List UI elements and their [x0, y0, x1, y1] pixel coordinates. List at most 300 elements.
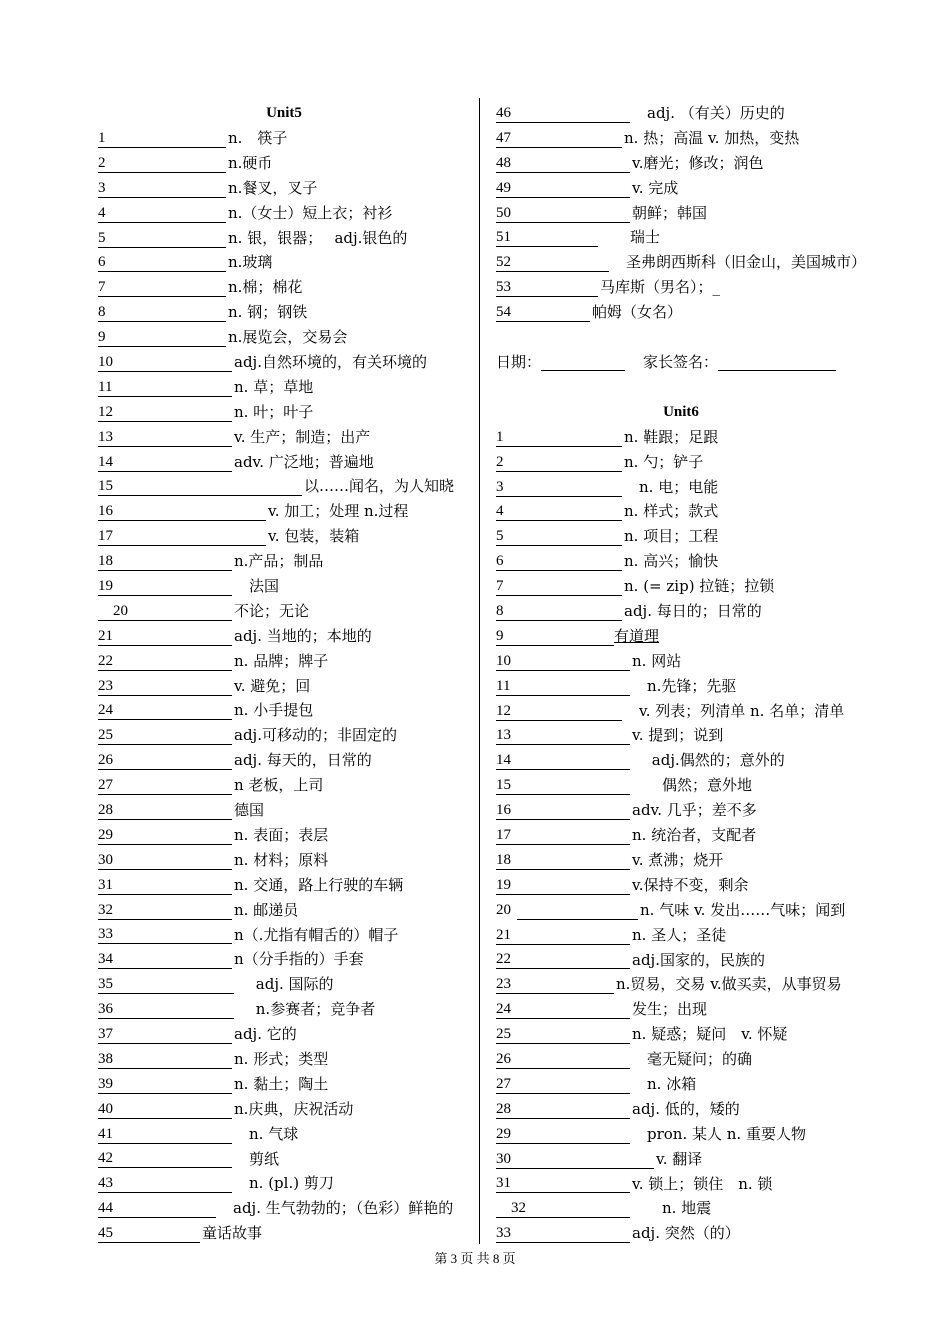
item-number: 18: [98, 553, 113, 570]
vocab-row: [98, 300, 470, 325]
answer-blank[interactable]: [496, 801, 630, 820]
vocab-row: [496, 1097, 866, 1122]
definition: n（分手指的）手套: [234, 950, 364, 969]
vocab-row: [98, 823, 470, 848]
answer-blank[interactable]: [98, 1125, 232, 1144]
vocab-row: [496, 923, 866, 948]
item-number: 51: [496, 229, 511, 246]
item-number: 23: [98, 677, 113, 694]
definition: n. 钢；钢铁: [228, 303, 308, 322]
item-number: 33: [496, 1225, 511, 1242]
unit5-column: [98, 101, 470, 1246]
vocab-row: [98, 400, 470, 425]
answer-blank[interactable]: [98, 1050, 232, 1069]
item-number: 53: [496, 279, 511, 296]
answer-blank[interactable]: [496, 303, 590, 322]
definition: adj. 国际的: [236, 975, 334, 994]
item-number: 38: [98, 1050, 113, 1067]
vocab-row: [98, 773, 470, 798]
vocab-row: [98, 599, 470, 624]
answer-blank[interactable]: [496, 179, 630, 198]
item-number: 37: [98, 1026, 113, 1042]
answer-blank[interactable]: [98, 751, 232, 770]
answer-blank[interactable]: [496, 428, 622, 447]
item-number: 30: [496, 1150, 511, 1167]
definition: v. 列表；列清单 n. 名单；清单: [624, 701, 845, 720]
definition: v. 提到；说到: [632, 726, 724, 745]
item-number: 11: [496, 677, 511, 694]
item-number: 12: [496, 702, 511, 719]
answer-blank[interactable]: [496, 975, 614, 994]
answer-blank[interactable]: [496, 1174, 630, 1193]
answer-blank[interactable]: [496, 228, 598, 247]
parent-signature-label: 家长签名：: [643, 352, 719, 371]
definition: 法国: [234, 577, 280, 596]
definition: n. 样式；款式: [624, 502, 719, 521]
vocab-row: [496, 1047, 866, 1072]
definition: n.玻璃: [228, 253, 273, 272]
vocab-row: [496, 873, 866, 898]
definition: n.产品；制品: [234, 552, 324, 571]
item-number: 45: [98, 1225, 113, 1242]
definition: 发生；出现: [632, 1000, 708, 1019]
vocab-row: [98, 1022, 470, 1047]
answer-blank[interactable]: [98, 328, 226, 347]
vocab-row: [98, 1047, 470, 1072]
vocab-row: [98, 350, 470, 375]
answer-blank[interactable]: [98, 1025, 232, 1044]
definition: n.餐叉，叉子: [228, 178, 318, 197]
definition: n.硬币: [228, 153, 273, 172]
item-number: 20: [496, 901, 511, 918]
item-number: 18: [496, 851, 511, 868]
definition: n. 气球: [234, 1124, 299, 1143]
vocab-row: [496, 773, 866, 798]
vocab-row: [98, 723, 470, 748]
item-number: 50: [496, 204, 511, 221]
item-number: 26: [496, 1051, 511, 1067]
item-number: 2: [98, 154, 106, 171]
vocab-row: [496, 1221, 866, 1246]
definition: n. 热；高温 v. 加热，变热: [624, 128, 800, 147]
item-number: 5: [98, 229, 106, 246]
item-number: 15: [496, 777, 511, 794]
answer-blank[interactable]: [496, 1000, 630, 1019]
answer-blank[interactable]: [98, 776, 232, 795]
item-number: 52: [496, 254, 511, 271]
vocab-row: [496, 997, 866, 1022]
definition: 剪纸: [234, 1149, 280, 1168]
definition: n. 叶；叶子: [234, 402, 314, 421]
vocab-row: [98, 176, 470, 201]
item-number: 10: [496, 652, 511, 669]
answer-blank[interactable]: [496, 726, 630, 745]
answer-blank[interactable]: [98, 851, 232, 870]
definition: n. 交通，路上行驶的车辆: [234, 875, 404, 894]
answer-blank[interactable]: [98, 502, 266, 521]
definition: n.棉；棉花: [228, 278, 303, 297]
definition: n. 冰箱: [632, 1074, 697, 1093]
vocab-row: [98, 574, 470, 599]
item-number: 36: [98, 1001, 113, 1018]
answer-blank[interactable]: [496, 1224, 630, 1243]
item-number: 48: [496, 154, 511, 171]
answer-blank[interactable]: [98, 428, 232, 447]
answer-blank[interactable]: [496, 1150, 654, 1169]
vocab-row: [496, 898, 866, 923]
vocab-row: [496, 300, 866, 325]
answer-blank[interactable]: [98, 925, 232, 944]
answer-blank[interactable]: [98, 353, 232, 372]
item-number: 3: [98, 179, 106, 196]
vocab-row: [496, 1196, 866, 1221]
item-number: 13: [98, 428, 113, 445]
item-number: 24: [496, 1001, 511, 1018]
definition: adj.偶然的；意外的: [632, 751, 785, 770]
definition: adj. 生气勃勃的；（色彩）鲜艳的: [218, 1199, 454, 1218]
item-number: 31: [496, 1175, 511, 1192]
definition: n. 黏土；陶土: [234, 1074, 329, 1093]
item-number: 9: [98, 329, 106, 346]
item-number: 26: [98, 752, 113, 769]
item-number: 9: [496, 627, 504, 644]
answer-blank[interactable]: [496, 776, 630, 795]
answer-blank[interactable]: [98, 1075, 232, 1094]
vocab-row: [98, 226, 470, 251]
vocab-row: [496, 624, 866, 649]
date-label: 日期：: [496, 352, 542, 371]
vocab-row: [496, 848, 866, 873]
definition: n. 项目；工程: [624, 527, 719, 546]
vocab-row: [98, 972, 470, 997]
definition: n.展览会，交易会: [228, 328, 348, 347]
item-number: 8: [98, 304, 106, 321]
vocab-row: [98, 624, 470, 649]
answer-blank[interactable]: [496, 627, 614, 646]
answer-blank[interactable]: [98, 1000, 234, 1019]
right-column: [496, 101, 866, 1246]
definition: n. 鞋跟；足跟: [624, 427, 719, 446]
vocab-row: [496, 250, 866, 275]
answer-blank[interactable]: [496, 204, 630, 223]
vocab-row: [496, 1072, 866, 1097]
item-number: 25: [496, 1026, 511, 1043]
vocab-row: [98, 375, 470, 400]
item-number: 33: [98, 926, 113, 943]
definition: adj. 每日的；日常的: [624, 602, 762, 621]
page-footer: 第 3 页 共 8 页: [434, 1251, 516, 1266]
definition: n. 地震: [632, 1199, 712, 1218]
answer-blank[interactable]: [98, 204, 226, 223]
definition: adj. （有关）历史的: [632, 104, 785, 122]
answer-blank[interactable]: [496, 1025, 630, 1044]
vocab-row: [496, 425, 866, 450]
definition: adj.可移动的；非固定的: [234, 726, 397, 745]
item-number: 17: [98, 528, 113, 545]
definition: 毫无疑问；的确: [632, 1050, 753, 1069]
answer-blank[interactable]: [496, 552, 622, 571]
item-number: 25: [98, 727, 113, 744]
definition: n 老板，上司: [234, 776, 324, 795]
vocab-row: [496, 948, 866, 973]
item-number: 19: [98, 577, 113, 594]
definition: n. 疑惑；疑问 v. 怀疑: [632, 1025, 788, 1044]
answer-blank[interactable]: [496, 1125, 630, 1144]
item-number: 21: [98, 627, 113, 644]
answer-blank[interactable]: [98, 577, 232, 596]
answer-blank[interactable]: [98, 950, 232, 969]
vocab-row: [496, 101, 866, 126]
answer-blank[interactable]: [496, 502, 622, 521]
definition: v. 生产；制造；出产: [234, 427, 371, 446]
definition: 圣弗朗西斯科（旧金山，美国城市）: [610, 253, 866, 272]
answer-blank[interactable]: [496, 950, 630, 969]
vocab-row: [496, 1172, 866, 1197]
vocab-row: [98, 1196, 470, 1221]
answer-blank[interactable]: [98, 975, 234, 994]
definition: 有道理: [614, 626, 660, 645]
vocab-row: [98, 126, 470, 151]
vocab-row: [98, 674, 470, 699]
answer-blank[interactable]: [496, 104, 630, 123]
answer-blank[interactable]: [98, 1174, 232, 1193]
signature-line: [496, 350, 866, 375]
item-number: 22: [496, 951, 511, 968]
definition: 帕姆（女名）: [592, 303, 683, 322]
answer-blank[interactable]: [98, 378, 232, 397]
item-number: 46: [496, 104, 511, 121]
vocab-row: [98, 325, 470, 350]
unit5-title: Unit5: [266, 105, 302, 121]
definition: v. 煮沸；烧开: [632, 850, 724, 869]
answer-blank[interactable]: [98, 726, 232, 745]
item-number: 1: [98, 129, 106, 146]
parent-signature-field[interactable]: [718, 353, 836, 371]
item-number: 39: [98, 1075, 113, 1092]
vocab-row: [98, 151, 470, 176]
item-number: 10: [98, 353, 113, 370]
vocab-row: [496, 574, 866, 599]
answer-blank[interactable]: [98, 229, 226, 248]
answer-blank[interactable]: [496, 478, 622, 497]
item-number: 1: [496, 428, 504, 445]
answer-blank[interactable]: [98, 701, 232, 720]
definition: n. 品牌；牌子: [234, 651, 329, 670]
item-number: 32: [98, 901, 113, 918]
answer-blank[interactable]: [98, 527, 266, 546]
unit6-word-list: [496, 425, 866, 1246]
item-number: 16: [98, 503, 113, 520]
definition: adv. 广泛地；普遍地: [234, 452, 374, 471]
vocab-row: [98, 250, 470, 275]
item-number: 4: [98, 204, 106, 221]
definition: 不论；无论: [234, 601, 310, 620]
vocab-row: [496, 275, 866, 300]
answer-blank[interactable]: [98, 453, 232, 472]
answer-blank[interactable]: [496, 926, 630, 945]
vocab-row: [98, 201, 470, 226]
answer-blank[interactable]: [98, 677, 232, 696]
definition: adj. 每天的，日常的: [234, 751, 372, 770]
vocab-row: [496, 176, 866, 201]
answer-blank[interactable]: [98, 652, 232, 671]
definition: 以……闻名，为人知晓: [304, 477, 455, 496]
vocab-row: [496, 225, 866, 250]
answer-blank[interactable]: [496, 129, 622, 148]
definition: n.先锋；先驱: [632, 676, 737, 695]
definition: adj.国家的，民族的: [632, 950, 765, 969]
answer-blank[interactable]: [98, 303, 226, 322]
vocab-row: [496, 674, 866, 699]
vocab-row: [496, 798, 866, 823]
vocab-row: [496, 151, 866, 176]
answer-blank[interactable]: [496, 154, 630, 173]
answer-blank[interactable]: [98, 253, 226, 272]
answer-blank[interactable]: [496, 851, 630, 870]
item-number: 3: [496, 478, 504, 495]
vocab-row: [98, 549, 470, 574]
item-number: 41: [98, 1125, 113, 1142]
vocab-row: [496, 972, 866, 997]
item-number: 20: [98, 602, 129, 619]
answer-blank[interactable]: [98, 901, 232, 920]
item-number: 30: [98, 851, 113, 868]
answer-blank[interactable]: [496, 577, 622, 596]
definition: n. 高兴；愉快: [624, 552, 719, 571]
answer-blank[interactable]: [98, 179, 226, 198]
item-number: 16: [496, 802, 511, 819]
answer-blank[interactable]: [496, 602, 622, 621]
answer-blank[interactable]: [98, 129, 226, 148]
answer-blank[interactable]: [98, 602, 232, 621]
item-number: 35: [98, 976, 113, 993]
item-number: 11: [98, 378, 113, 395]
item-number: 6: [98, 254, 106, 271]
definition: v.磨光；修改；润色: [632, 153, 764, 172]
answer-blank[interactable]: [496, 826, 630, 845]
answer-blank[interactable]: [496, 253, 609, 272]
vocab-row: [98, 499, 470, 524]
answer-blank[interactable]: [98, 801, 232, 820]
answer-blank[interactable]: [98, 278, 226, 297]
answer-blank[interactable]: [496, 876, 630, 895]
item-number: 47: [496, 129, 511, 146]
vocab-row: [98, 1171, 470, 1196]
vocab-row: [496, 1122, 866, 1147]
item-number: 24: [98, 702, 113, 719]
vocab-row: [98, 1221, 470, 1246]
vocab-row: [98, 275, 470, 300]
answer-blank[interactable]: [98, 1224, 200, 1243]
vocab-row: [496, 524, 866, 549]
item-number: 29: [98, 826, 113, 843]
definition: v. 避免；回: [234, 676, 311, 695]
item-number: 15: [98, 478, 113, 495]
answer-blank[interactable]: [496, 278, 598, 297]
unit6-title: Unit6: [663, 403, 699, 420]
definition: 朝鲜；韩国: [632, 203, 708, 222]
answer-blank[interactable]: [98, 826, 232, 845]
answer-blank[interactable]: [496, 1075, 630, 1094]
vocab-row: [98, 873, 470, 898]
vocab-row: [496, 599, 866, 624]
answer-blank[interactable]: [98, 552, 232, 571]
answer-blank[interactable]: [496, 1199, 630, 1218]
definition: n. 材料；原料: [234, 850, 329, 869]
answer-blank[interactable]: [98, 477, 302, 496]
item-number: 17: [496, 826, 511, 843]
definition: 偶然；意外地: [632, 776, 753, 795]
definition: adj. 当地的；本地的: [234, 626, 372, 645]
answer-blank[interactable]: [98, 154, 226, 173]
definition: n.贸易，交易 v.做买卖，从事贸易: [616, 975, 842, 994]
definition: n.参赛者；竞争者: [236, 1000, 376, 1019]
vocab-row: [496, 126, 866, 151]
item-number: 29: [496, 1125, 511, 1142]
item-number: 34: [98, 951, 113, 968]
vocab-row: [496, 699, 866, 724]
item-number: 12: [98, 403, 113, 420]
answer-blank[interactable]: [98, 1100, 232, 1119]
vocab-row: [98, 1097, 470, 1122]
vocab-row: [98, 798, 470, 823]
answer-blank[interactable]: [98, 403, 232, 422]
answer-blank[interactable]: [496, 453, 622, 472]
item-number: 32: [496, 1200, 527, 1217]
date-field[interactable]: [541, 353, 625, 371]
item-number: 49: [496, 179, 511, 196]
answer-blank[interactable]: [98, 1149, 232, 1168]
answer-blank[interactable]: [517, 900, 638, 920]
answer-blank[interactable]: [496, 1100, 630, 1119]
item-number: 43: [98, 1175, 113, 1192]
answer-blank[interactable]: [98, 1199, 216, 1218]
item-number: 28: [98, 801, 113, 818]
vocab-row: [496, 201, 866, 226]
answer-blank[interactable]: [496, 652, 630, 671]
definition: n.（女士）短上衣；衬衫: [228, 203, 393, 222]
item-number: 14: [98, 453, 113, 470]
answer-blank[interactable]: [496, 1050, 630, 1069]
vocab-row: [98, 898, 470, 923]
vocab-row: [98, 450, 470, 475]
vocab-row: [496, 823, 866, 848]
definition: adj.自然环境的，有关环境的: [234, 353, 427, 372]
answer-blank[interactable]: [496, 751, 630, 770]
vocab-row: [98, 1122, 470, 1147]
item-number: 6: [496, 553, 504, 570]
item-number: 54: [496, 304, 511, 321]
answer-blank[interactable]: [98, 876, 232, 895]
item-number: 28: [496, 1100, 511, 1117]
definition: adj. 突然（的）: [632, 1224, 740, 1243]
definition: n（.尤指有帽舌的）帽子: [234, 925, 399, 944]
definition: v. 包装，装箱: [268, 527, 360, 546]
definition: n. 网站: [632, 651, 682, 670]
vocab-row: [98, 748, 470, 773]
answer-blank[interactable]: [496, 677, 630, 696]
definition: v. 完成: [632, 178, 679, 197]
answer-blank[interactable]: [496, 527, 622, 546]
definition: 马库斯（男名）；_: [600, 278, 721, 297]
definition: n. 勺；铲子: [624, 452, 704, 471]
vocab-row: [98, 1147, 470, 1172]
definition: n. 表面；表层: [234, 825, 329, 844]
answer-blank[interactable]: [98, 627, 232, 646]
vocab-row: [496, 450, 866, 475]
answer-blank[interactable]: [496, 702, 622, 721]
definition: n. 草；草地: [234, 377, 314, 396]
